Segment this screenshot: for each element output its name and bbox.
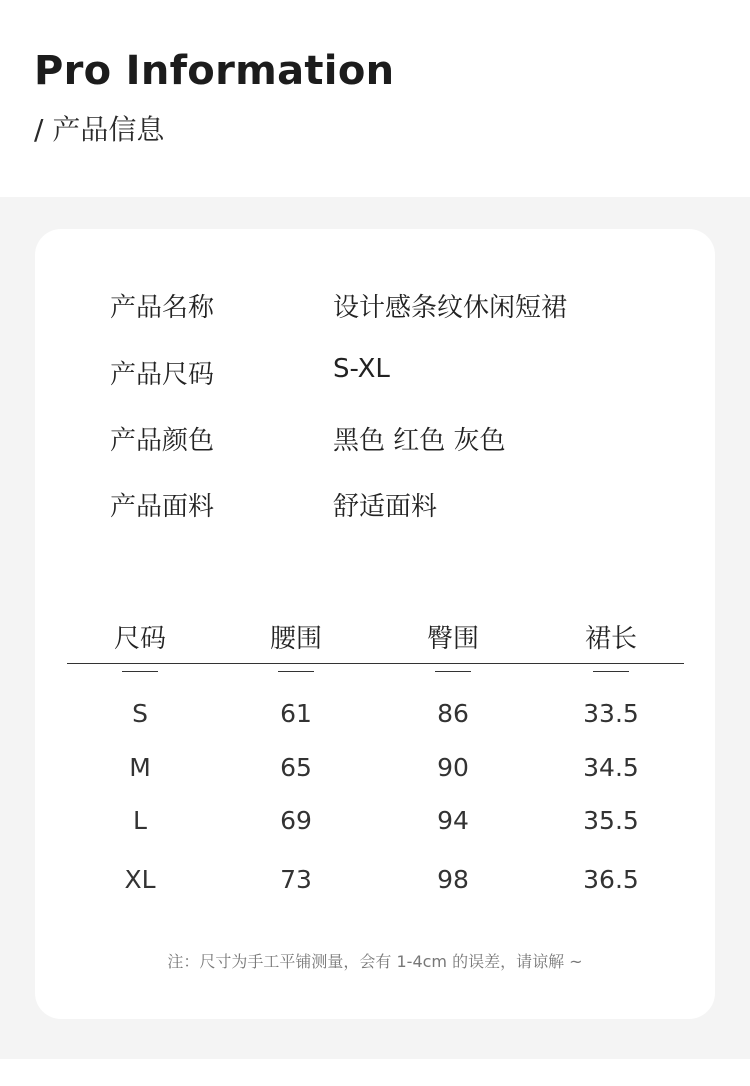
- bottom-strip: [0, 1059, 750, 1086]
- table-cell: 86: [437, 699, 469, 728]
- page-title: Pro Information: [34, 48, 395, 94]
- table-cell: L: [133, 806, 147, 835]
- table-cell: 34.5: [583, 753, 639, 782]
- info-label: 产品尺码: [110, 360, 215, 390]
- table-cell: 69: [280, 806, 312, 835]
- table-header-length: 裙长: [584, 624, 637, 654]
- table-header-hip: 臀围: [426, 624, 479, 654]
- size-table: [35, 229, 715, 1019]
- info-value: S-XL: [333, 354, 390, 384]
- info-label: 产品面料: [110, 492, 215, 522]
- info-value: 设计感条纹休闲短裙: [333, 293, 568, 323]
- table-cell: 73: [280, 865, 312, 894]
- table-cell: XL: [124, 865, 156, 894]
- info-value: 舒适面料: [333, 492, 438, 522]
- table-cell: 94: [437, 806, 469, 835]
- measurement-note: 注：尺寸为手工平铺测量，会有 1-4cm 的误差，请谅解 ~: [167, 952, 583, 971]
- table-cell: S: [132, 699, 148, 728]
- table-cell: 35.5: [583, 806, 639, 835]
- column-dash: [278, 671, 314, 672]
- table-cell: 98: [437, 865, 469, 894]
- table-header-waist: 腰围: [269, 624, 322, 654]
- table-cell: 90: [437, 753, 469, 782]
- table-header-size: 尺码: [113, 624, 166, 654]
- info-value: 黑色 红色 灰色: [333, 426, 506, 456]
- info-label: 产品颜色: [110, 426, 215, 456]
- header: [0, 0, 750, 197]
- table-header-divider: [67, 663, 684, 664]
- table-cell: 65: [280, 753, 312, 782]
- table-cell: 36.5: [583, 865, 639, 894]
- info-card: [35, 229, 715, 1019]
- page-subtitle: / 产品信息: [34, 113, 165, 146]
- column-dash: [593, 671, 629, 672]
- column-dash: [435, 671, 471, 672]
- table-cell: 33.5: [583, 699, 639, 728]
- table-cell: M: [129, 753, 151, 782]
- table-cell: 61: [280, 699, 312, 728]
- column-dash: [122, 671, 158, 672]
- info-label: 产品名称: [110, 293, 215, 323]
